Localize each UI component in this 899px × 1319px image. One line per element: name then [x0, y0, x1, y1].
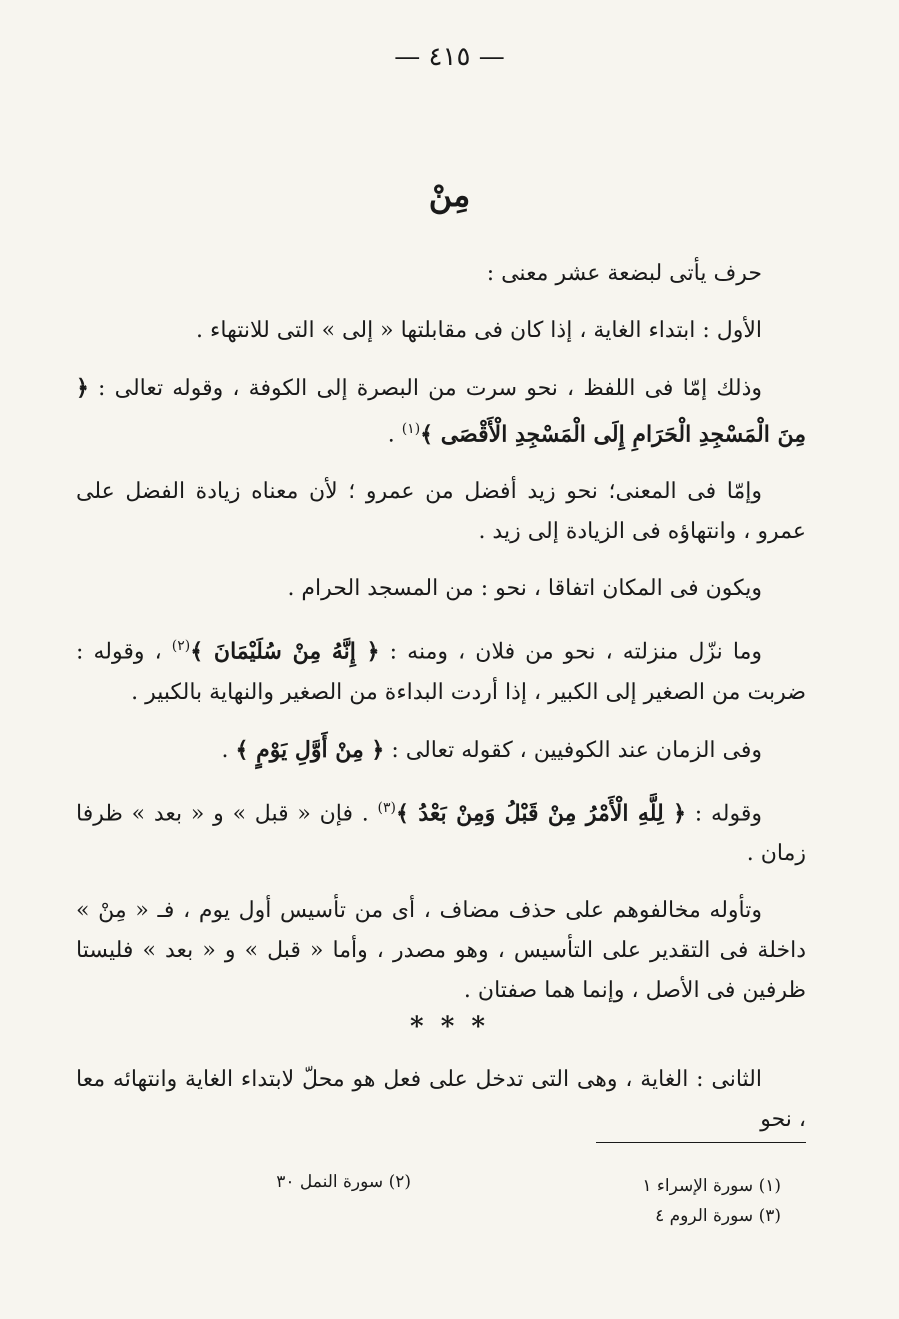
lafz-paragraph [76, 368, 806, 455]
footnote-1: (١) سورة الإسراء ١ [642, 1176, 781, 1196]
tawil-paragraph: وتأوله مخالفوهم على حذف مضاف ، أى من تأسيس أول يوم ، فـ « مِنْ » داخلة فى التقدير على التأسيس ، وهو مصدر ، وأما « قبل » و « بعد » فليستا ظرفين فى الأصل ، وإنما هما صفتان . [76, 897, 806, 1003]
entry-heading: مِنْ [428, 176, 471, 214]
main-text [76, 254, 806, 1028]
qawluhu-paragraph [76, 788, 806, 874]
nazzal-text-b: ، وقوله : ضربت من الصغير إلى الكبير ، إذا أردت البداءة من الصغير والنهاية بالكبير . [76, 639, 806, 705]
quran-quote-tawba: ﴿ مِنْ أَوَّلِ يَوْمٍ ﴾ [235, 736, 385, 763]
footnote-3: (٣) سورة الروم ٤ [655, 1206, 781, 1226]
quran-quote-naml: ﴿ إِنَّهُ مِنْ سُلَيْمَانَ ﴾ [190, 638, 380, 665]
footnote-divider [596, 1142, 806, 1143]
second-meaning-paragraph: الثانى : الغاية ، وهى التى تدخل على فعل هو محلّ لابتداء الغاية وانتهائه معا ، نحو [76, 1067, 806, 1132]
qawluhu-text-b: . فإن « قبل » و « بعد » ظرفا زمان . [76, 800, 806, 866]
intro-paragraph: حرف يأتى لبضعة عشر معنى : [486, 261, 762, 286]
nazzal-text-a: وما نزّل منزلته ، نحو من فلان ، ومنه : [379, 639, 763, 665]
section-separator: * * * [410, 1012, 489, 1042]
qawluhu-text-a: وقوله : [686, 800, 762, 826]
quran-quote-isra: ﴿ مِنَ الْمَسْجِدِ الْحَرَامِ إِلَى الْمَسْجِدِ الْأَقْصَى ﴾ [76, 375, 806, 448]
footnote-ref-1: (١) [401, 421, 421, 437]
zaman-paragraph [76, 730, 806, 771]
footnote-ref-3: (٣) [377, 799, 397, 816]
footnote-ref-2: (٢) [171, 638, 191, 655]
maana-paragraph: وإمّا فى المعنى؛ نحو زيد أفضل من عمرو ؛ لأن معناه زيادة الفضل على عمرو ، وانتهاؤه فى الزيادة إلى زيد . [76, 479, 806, 545]
lafz-end: . [387, 422, 402, 448]
zaman-text: وفى الزمان عند الكوفيين ، كقوله تعالى : [384, 737, 762, 763]
first-meaning-paragraph: الأول : ابتداء الغاية ، إذا كان فى مقابلتها « إلى » التى للانتهاء . [196, 318, 762, 343]
zaman-end: . [221, 737, 236, 763]
lafz-text: وذلك إمّا فى اللفظ ، نحو سرت من البصرة إلى الكوفة ، وقوله تعالى : [88, 376, 762, 401]
makan-paragraph: ويكون فى المكان اتفاقا ، نحو : من المسجد الحرام . [287, 576, 762, 602]
footnote-2: (٢) سورة النمل ٣٠ [276, 1172, 411, 1192]
page-number: — ٤١٥ — [394, 42, 505, 72]
quran-quote-rum: ﴿ لِلَّهِ الْأَمْرُ مِنْ قَبْلُ وَمِنْ بَعْدُ ﴾ [396, 799, 687, 826]
nazzal-paragraph [76, 626, 806, 712]
